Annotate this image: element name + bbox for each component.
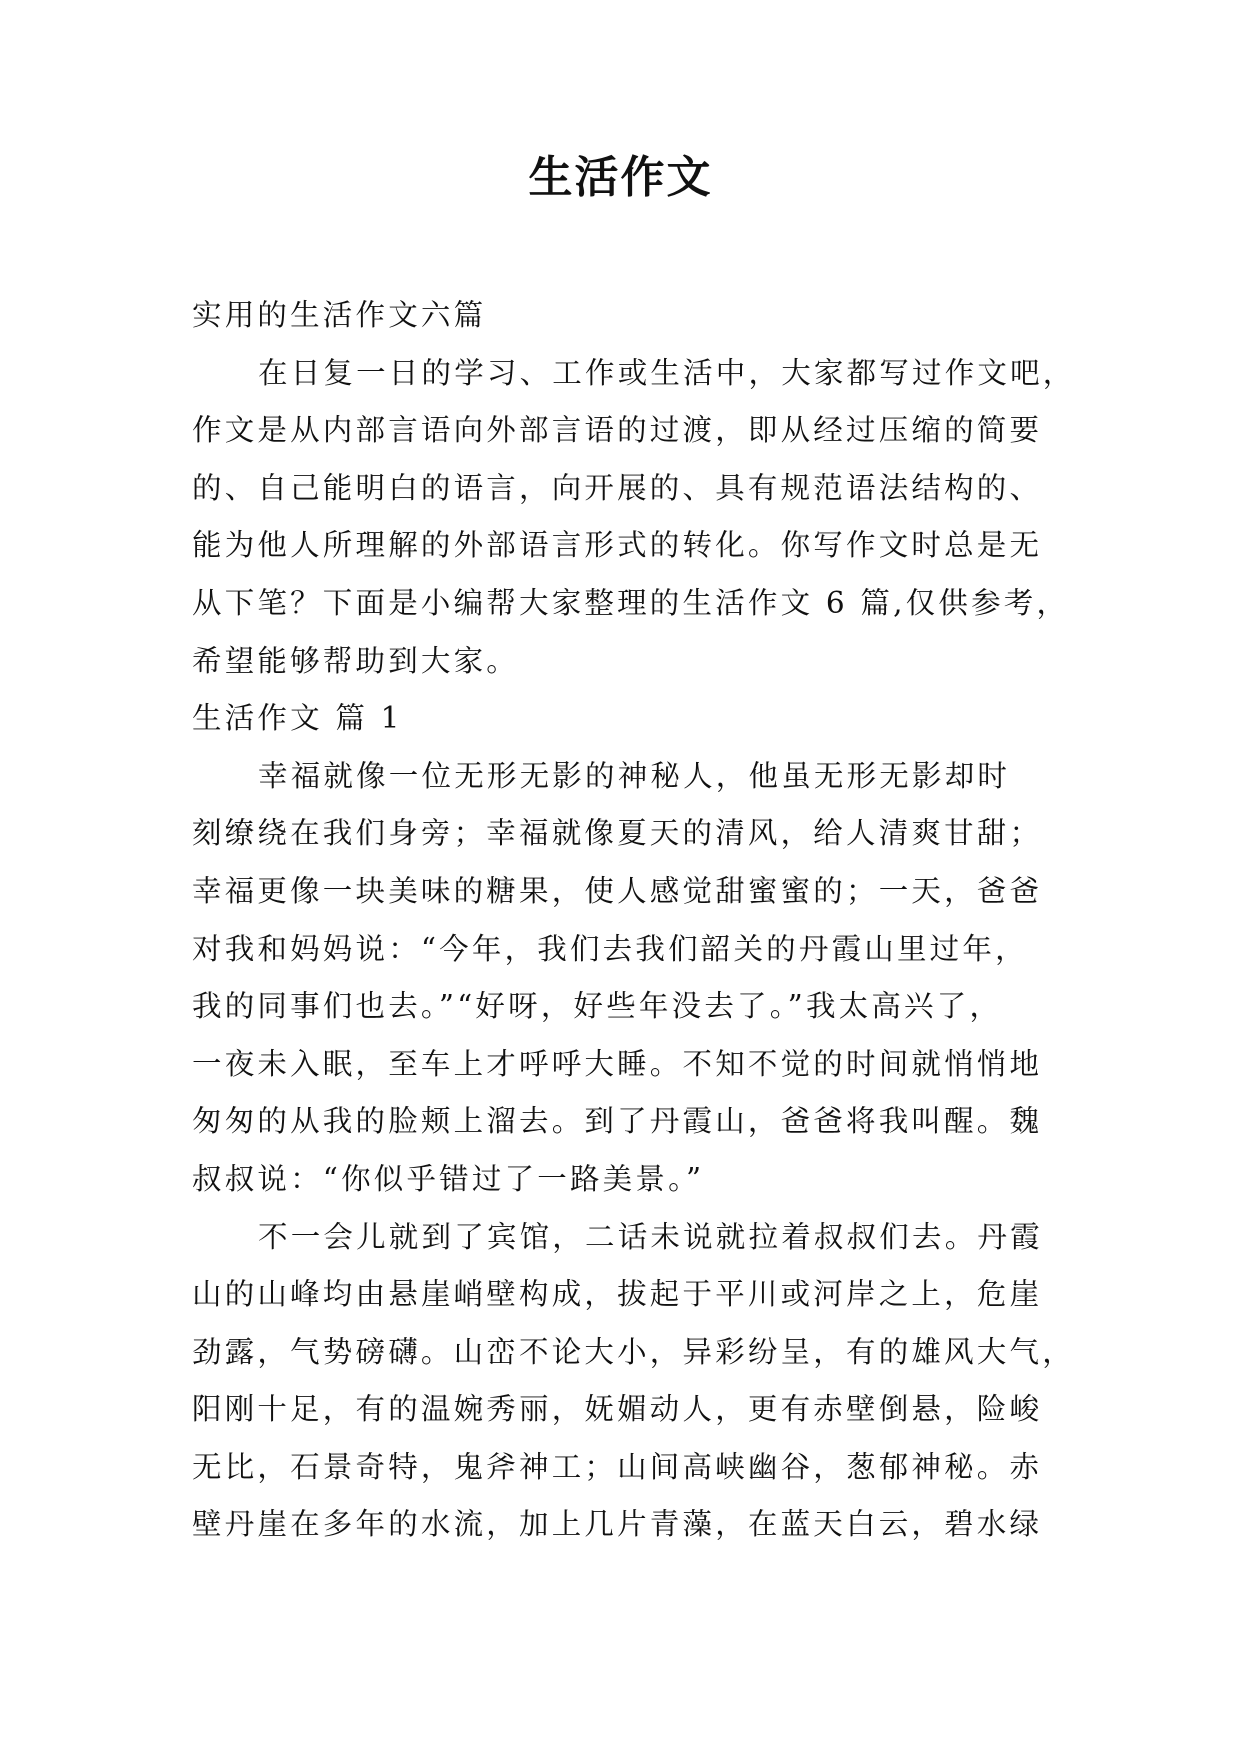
paragraph-line: 幸福就像一位无形无影的神秘人，他虽无形无影却时 [258, 758, 1011, 793]
paragraph-line: 刻缭绕在我们身旁；幸福就像夏天的清风，给人清爽甘甜； [192, 816, 1043, 851]
paragraph-line: 匆匆的从我的脸颊上溜去。到了丹霞山，爸爸将我叫醒。魏 [192, 1104, 1043, 1139]
paragraph-line: 对我和妈妈说：“今年，我们去我们韶关的丹霞山里过年， [192, 931, 1028, 966]
paragraph-line: 叔叔说：“你似乎错过了一路美景。” [192, 1161, 705, 1196]
paragraph-line: 劲露，气势磅礴。山峦不论大小，异彩纷呈，有的雄风大气， [192, 1334, 1075, 1369]
paragraph-line: 能为他人所理解的外部语言形式的转化。你写作文时总是无 [192, 528, 1043, 563]
paragraph-line: 壁丹崖在多年的水流，加上几片青藻，在蓝天白云，碧水绿 [192, 1507, 1043, 1542]
paragraph-line: 我的同事们也去。”“好呀，好些年没去了。”我太高兴了， [192, 989, 1003, 1024]
subtitle-line: 实用的生活作文六篇 [192, 298, 487, 332]
paragraph-line: 在日复一日的学习、工作或生活中，大家都写过作文吧， [258, 355, 1076, 390]
section-heading: 生活作文 篇 1 [192, 701, 403, 736]
paragraph-line: 希望能够帮助到大家。 [192, 643, 520, 678]
paragraph-line: 无比，石景奇特，鬼斧神工；山间高峡幽谷，葱郁神秘。赤 [192, 1449, 1043, 1484]
paragraph-line: 不一会儿就到了宾馆，二话未说就拉着叔叔们去。丹霞 [258, 1219, 1043, 1254]
paragraph-line: 作文是从内部言语向外部言语的过渡，即从经过压缩的简要 [192, 413, 1043, 448]
paragraph-line: 一夜未入眠，至车上才呼呼大睡。不知不觉的时间就悄悄地 [192, 1046, 1043, 1081]
paragraph-line: 的、自己能明白的语言，向开展的、具有规范语法结构的、 [192, 470, 1043, 505]
document-body [192, 287, 1076, 1554]
paragraph-line: 山的山峰均由悬崖峭壁构成，拔起于平川或河岸之上，危崖 [192, 1277, 1043, 1312]
document-title: 生活作文 [528, 152, 713, 203]
paragraph-line: 阳刚十足，有的温婉秀丽，妩媚动人，更有赤壁倒悬，险峻 [192, 1392, 1043, 1427]
paragraph-line: 从下笔？下面是小编帮大家整理的生活作文 6 篇,仅供参考， [192, 585, 1070, 620]
paragraph-line: 幸福更像一块美味的糖果，使人感觉甜蜜蜜的；一天，爸爸 [192, 873, 1043, 908]
